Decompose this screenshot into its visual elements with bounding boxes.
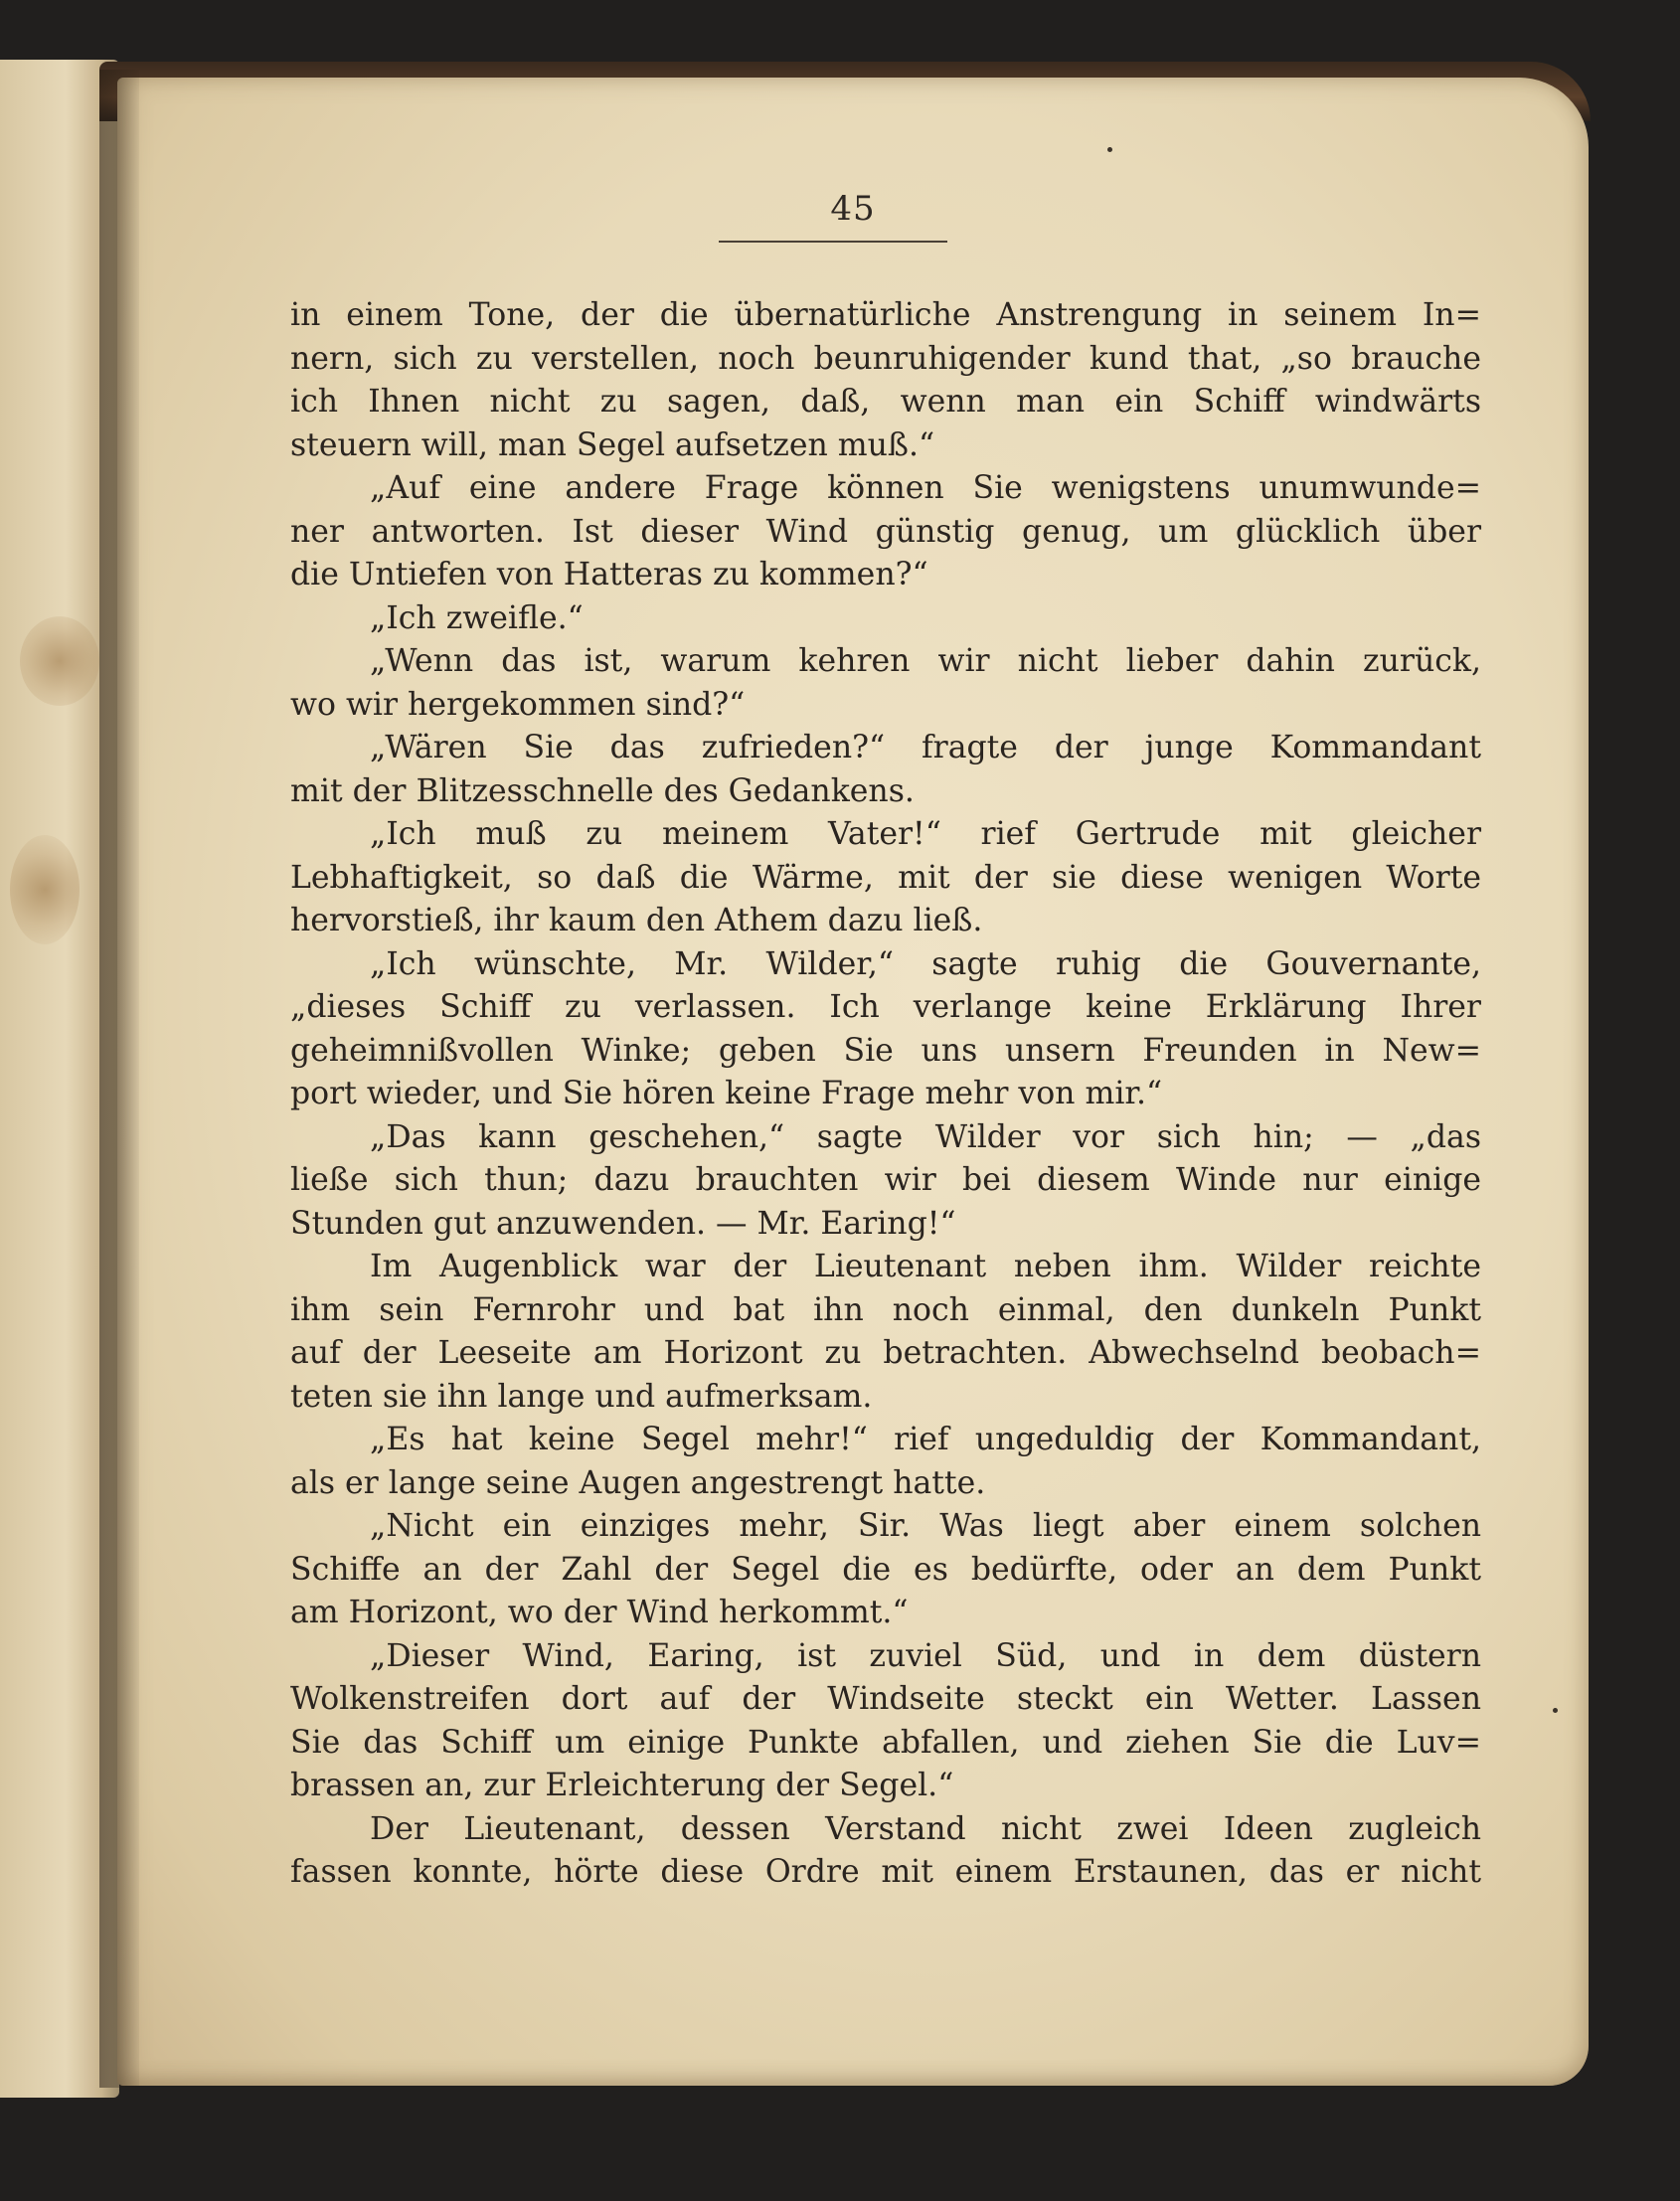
text-line: nern, sich zu verstellen, noch beunruhigender kund that, „so brauche — [290, 340, 1481, 377]
text-line: teten sie ihn lange und aufmerksam. — [290, 1378, 873, 1415]
text-line: Schiffe an der Zahl der Segel die es bedürfte, oder an dem Punkt — [290, 1551, 1481, 1588]
text-line: „dieses Schiff zu verlassen. Ich verlange keine Erklärung Ihrer — [290, 989, 1481, 1025]
page-number: 45 — [830, 189, 876, 229]
stain — [20, 616, 99, 706]
text-line: Lebhaftigkeit, so daß die Wärme, mit der sie diese wenigen Worte — [290, 859, 1481, 896]
text-line: „Es hat keine Segel mehr!“ rief ungeduldig der Kommandant, — [370, 1422, 1481, 1457]
text-line: „Auf eine andere Frage können Sie wenigstens unumwunde= — [370, 470, 1481, 506]
body-text — [290, 294, 1481, 1895]
text-line: ich Ihnen nicht zu sagen, daß, wenn man ein Schiff windwärts — [290, 384, 1481, 420]
text-line: ließe sich thun; dazu brauchten wir bei diesem Winde nur einige — [290, 1162, 1481, 1198]
text-line: mit der Blitzesschnelle des Gedankens. — [290, 772, 915, 809]
text-line: Der Lieutenant, dessen Verstand nicht zwei Ideen zugleich — [370, 1810, 1481, 1847]
page-number-rule — [719, 241, 947, 243]
text-line: wo wir hergekommen sind?“ — [290, 686, 746, 723]
text-line: „Wären Sie das zufrieden?“ fragte der junge Kommandant — [370, 730, 1481, 765]
text-line: „Nicht ein einziges mehr, Sir. Was liegt aber einem solchen — [370, 1508, 1481, 1544]
text-line: „Ich muß zu meinem Vater!“ rief Gertrude mit gleicher — [370, 816, 1481, 852]
text-line: in einem Tone, der die übernatürliche Anstrengung in seinem In= — [290, 297, 1481, 333]
text-line: Sie das Schiff um einige Punkte abfallen, und ziehen Sie die Luv= — [290, 1724, 1481, 1761]
text-line: ner antworten. Ist dieser Wind günstig genug, um glücklich über — [290, 513, 1481, 550]
text-line: als er lange seine Augen angestrengt hatte. — [290, 1464, 986, 1501]
book-page — [117, 78, 1589, 2086]
text-line: „Dieser Wind, Earing, ist zuviel Süd, und in dem düstern — [370, 1637, 1481, 1674]
text-line: am Horizont, wo der Wind herkommt.“ — [290, 1595, 909, 1630]
stain — [10, 835, 80, 944]
paper-speck — [1107, 147, 1112, 152]
text-line: Stunden gut anzuwenden. — Mr. Earing!“ — [290, 1205, 956, 1242]
text-line: „Ich zweifle.“ — [370, 599, 584, 636]
paper-speck — [1553, 1708, 1558, 1713]
text-line: steuern will, man Segel aufsetzen muß.“ — [290, 426, 935, 463]
text-line: Im Augenblick war der Lieutenant neben ihm. Wilder reichte — [370, 1249, 1481, 1284]
gutter-shadow — [99, 70, 139, 2088]
text-line: geheimnißvollen Winke; geben Sie uns unsern Freunden in New= — [290, 1032, 1481, 1069]
text-line: „Ich wünschte, Mr. Wilder,“ sagte ruhig die Gouvernante, — [370, 945, 1481, 982]
text-line: „Das kann geschehen,“ sagte Wilder vor sich hin; — „das — [370, 1118, 1481, 1155]
text-line: fassen konnte, hörte diese Ordre mit einem Erstaunen, das er nicht — [290, 1854, 1481, 1890]
text-line: hervorstieß, ihr kaum den Athem dazu ließ. — [290, 903, 983, 938]
text-line: auf der Leeseite am Horizont zu betrachten. Abwechselnd beobach= — [290, 1335, 1481, 1371]
text-line: „Wenn das ist, warum kehren wir nicht lieber dahin zurück, — [370, 643, 1481, 679]
text-line: Wolkenstreifen dort auf der Windseite steckt ein Wetter. Lassen — [290, 1681, 1481, 1717]
text-line: brassen an, zur Erleichterung der Segel.“ — [290, 1768, 954, 1803]
text-line: ihm sein Fernrohr und bat ihn noch einmal, den dunkeln Punkt — [290, 1291, 1481, 1328]
text-line: die Untiefen von Hatteras zu kommen?“ — [290, 557, 928, 593]
text-line: port wieder, und Sie hören keine Frage mehr von mir.“ — [290, 1076, 1163, 1111]
